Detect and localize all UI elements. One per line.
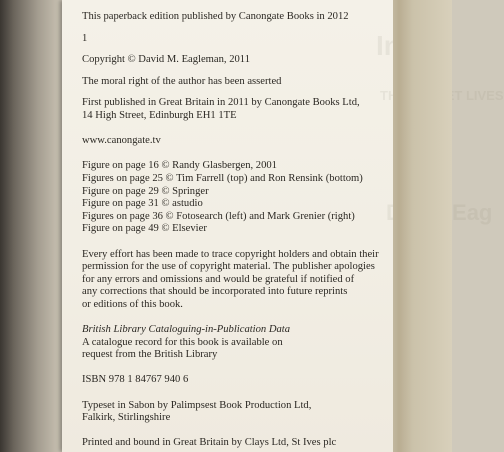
printed-line: Printed and bound in Great Britain by Clays Ltd, St Ives plc: [82, 437, 337, 449]
copyright-line: Copyright © David M. Eagleman, 2011: [82, 54, 251, 66]
cip-line: A catalogue record for this book is available on: [82, 336, 283, 348]
moral-right-line: The moral right of the author has been asserted: [82, 75, 282, 87]
website-line: www.canongate.tv: [82, 135, 161, 147]
figure-credit: Figures on page 25 © Tim Farrell (top) and Ron Rensink (bottom): [82, 172, 363, 184]
figure-credit: Figure on page 29 © Springer: [82, 185, 209, 197]
copyright-text: [82, 11, 388, 450]
effort-line: Every effort has been made to trace copyright holders and obtain their: [82, 248, 379, 260]
first-published-line: First published in Great Britain in 2011 by Canongate Books Ltd,: [82, 97, 360, 109]
effort-line: or editions of this book.: [82, 298, 183, 310]
printing-number: 1: [82, 32, 88, 44]
isbn-line: ISBN 978 1 84767 940 6: [82, 374, 189, 386]
publisher-address-line: 14 High Street, Edinburgh EH1 1TE: [82, 109, 237, 121]
adjacent-page-edge: [393, 0, 452, 452]
figure-credit: Figure on page 31 © astudio: [82, 198, 203, 210]
effort-line: for any errors and omissions and would be grateful if notified of: [82, 273, 355, 285]
typeset-line: Falkirk, Stirlingshire: [82, 412, 171, 424]
cip-title: British Library Cataloguing-in-Publication Data: [82, 324, 291, 336]
typeset-line: Typeset in Sabon by Palimpsest Book Production Ltd,: [82, 399, 312, 411]
copyright-page: [62, 0, 504, 452]
figure-credit: Figures on page 36 © Fotosearch (left) and Mark Grenier (right): [82, 210, 355, 222]
figure-credit: Figure on page 16 © Randy Glasbergen, 2001: [82, 160, 277, 172]
effort-line: any corrections that should be incorporated into future reprints: [82, 286, 348, 298]
figure-credit: Figure on page 49 © Elsevier: [82, 223, 207, 235]
show-through-text: LIVES Eag: [452, 88, 504, 225]
effort-line: permission for the use of copyright material. The publisher apologies: [82, 261, 375, 273]
edition-line: This paperback edition published by Canongate Books in 2012: [82, 11, 349, 22]
cip-line: request from the British Library: [82, 349, 218, 361]
